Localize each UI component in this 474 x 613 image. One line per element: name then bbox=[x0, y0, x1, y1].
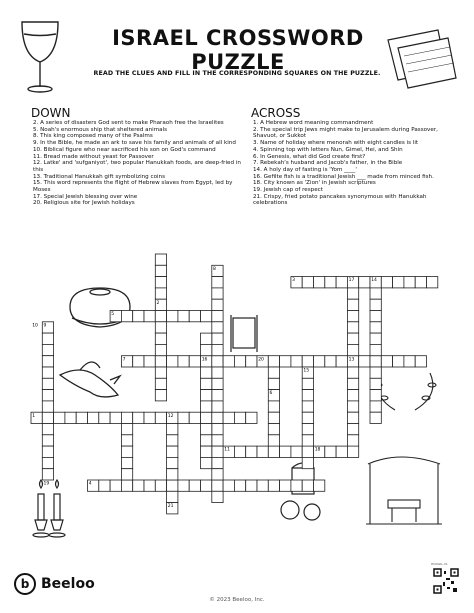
down-clue: 13. Traditional Hanukkah gift symbolizing coins bbox=[33, 173, 166, 180]
down-clue: 15. This word represents the flight of Hebrew slaves from Egypt, led by Moses bbox=[33, 180, 233, 194]
grid-cell[interactable] bbox=[201, 480, 212, 491]
grid-cell[interactable] bbox=[268, 424, 279, 435]
down-clue: 12. Latke' and 'sufganiyot', two popular Hanukkah foods, are deep-fried in this bbox=[33, 160, 241, 173]
grid-cell[interactable] bbox=[201, 435, 212, 446]
grid-cell[interactable] bbox=[99, 480, 110, 491]
grid-cell[interactable] bbox=[347, 401, 358, 412]
grid-cell[interactable] bbox=[246, 480, 257, 491]
grid-cell[interactable] bbox=[370, 367, 381, 378]
grid-cell[interactable] bbox=[201, 457, 212, 468]
grid-cell[interactable] bbox=[347, 299, 358, 310]
grid-number: 4 bbox=[88, 481, 92, 487]
grid-number: 6 bbox=[269, 391, 273, 397]
grid-cell[interactable] bbox=[201, 390, 212, 401]
grid-cell[interactable] bbox=[268, 435, 279, 446]
grid-cell[interactable] bbox=[223, 480, 234, 491]
grid-cell[interactable] bbox=[370, 390, 381, 401]
grid-cell[interactable] bbox=[121, 311, 132, 322]
grid-cell[interactable] bbox=[167, 491, 178, 502]
grid-cell[interactable] bbox=[212, 288, 223, 299]
grid-cell[interactable] bbox=[370, 412, 381, 423]
grid-cell[interactable] bbox=[347, 435, 358, 446]
grid-number: 19 bbox=[43, 481, 50, 487]
grid-cell[interactable] bbox=[144, 311, 155, 322]
grid-cell[interactable] bbox=[133, 311, 144, 322]
grid-cell[interactable] bbox=[201, 424, 212, 435]
grid-cell[interactable] bbox=[370, 299, 381, 310]
grid-cell[interactable] bbox=[212, 311, 223, 322]
grid-cell[interactable] bbox=[201, 333, 212, 344]
grid-cell[interactable] bbox=[234, 356, 245, 367]
grid-cell[interactable] bbox=[347, 288, 358, 299]
grid-cell[interactable] bbox=[167, 457, 178, 468]
grid-cell[interactable] bbox=[212, 412, 223, 423]
grid-cell[interactable] bbox=[302, 390, 313, 401]
grid-cell[interactable] bbox=[121, 446, 132, 457]
brand-logo bbox=[14, 573, 95, 595]
grid-cell[interactable] bbox=[42, 367, 53, 378]
grid-cell[interactable] bbox=[212, 469, 223, 480]
grid-cell[interactable] bbox=[370, 356, 381, 367]
grid-cell[interactable] bbox=[167, 446, 178, 457]
grid-cell[interactable] bbox=[393, 356, 404, 367]
grid-cell[interactable] bbox=[347, 344, 358, 355]
grid-cell[interactable] bbox=[268, 378, 279, 389]
grid-cell[interactable] bbox=[370, 344, 381, 355]
across-clue: 1. A Hebrew word meaning commandment bbox=[253, 120, 374, 126]
grid-cell[interactable] bbox=[212, 424, 223, 435]
grid-cell[interactable] bbox=[415, 277, 426, 288]
grid-number: 8 bbox=[213, 266, 216, 272]
grid-cell[interactable] bbox=[212, 491, 223, 502]
across-clue: 18. City known as 'Zion' in Jewish scriptures bbox=[253, 180, 376, 187]
grid-cell[interactable] bbox=[212, 378, 223, 389]
grid-cell[interactable] bbox=[314, 356, 325, 367]
grid-cell[interactable] bbox=[336, 356, 347, 367]
grid-cell[interactable] bbox=[178, 311, 189, 322]
grid-cell[interactable] bbox=[302, 401, 313, 412]
down-clue: 10. Biblical figure who near sacrificed his son on God's command bbox=[33, 146, 216, 153]
grid-cell[interactable] bbox=[268, 356, 279, 367]
grid-cell[interactable] bbox=[201, 401, 212, 412]
grid-cell[interactable] bbox=[167, 480, 178, 491]
grid-cell[interactable] bbox=[347, 311, 358, 322]
grid-cell[interactable] bbox=[370, 401, 381, 412]
crossword-grid bbox=[31, 254, 438, 514]
grid-cell[interactable] bbox=[370, 288, 381, 299]
grid-cell[interactable] bbox=[404, 356, 415, 367]
grid-cell[interactable] bbox=[302, 378, 313, 389]
grid-cell[interactable] bbox=[167, 311, 178, 322]
grid-cell[interactable] bbox=[359, 277, 370, 288]
grid-cell[interactable] bbox=[302, 412, 313, 423]
across-clue: 2. The special trip Jews might make to Jerusalem during Passover, Shavuot, or Sukkot bbox=[253, 126, 438, 140]
grid-cell[interactable] bbox=[347, 322, 358, 333]
wreath-icon bbox=[374, 373, 436, 410]
grid-cell[interactable] bbox=[144, 412, 155, 423]
grid-cell[interactable] bbox=[167, 424, 178, 435]
sukkah-icon bbox=[366, 457, 442, 524]
grid-number: 1 bbox=[32, 413, 36, 419]
grid-cell[interactable] bbox=[189, 311, 200, 322]
grid-cell[interactable] bbox=[336, 446, 347, 457]
grid-number: 3 bbox=[292, 278, 295, 284]
grid-cell[interactable] bbox=[189, 356, 200, 367]
grid-cell[interactable] bbox=[381, 277, 392, 288]
grid-cell[interactable] bbox=[347, 424, 358, 435]
grid-cell[interactable] bbox=[121, 412, 132, 423]
across-clue: 21. Crispy, fried potato pancakes synonymous with Hanukkah celebrations bbox=[253, 193, 427, 207]
grid-cell[interactable] bbox=[381, 356, 392, 367]
across-clue: 6. In Genesis, what did God create first? bbox=[253, 153, 366, 160]
grid-cell[interactable] bbox=[370, 378, 381, 389]
grid-number: 14 bbox=[371, 278, 377, 284]
grid-cell[interactable] bbox=[347, 390, 358, 401]
grid-cell[interactable] bbox=[155, 390, 166, 401]
grid-number: 17 bbox=[348, 278, 355, 284]
across-clue: 19. Jewish cap of respect bbox=[253, 187, 323, 194]
grid-cell[interactable] bbox=[42, 412, 53, 423]
grid-cell[interactable] bbox=[257, 446, 268, 457]
grid-cell[interactable] bbox=[133, 412, 144, 423]
grid-cell[interactable] bbox=[155, 356, 166, 367]
grid-cell[interactable] bbox=[234, 480, 245, 491]
grid-cell[interactable] bbox=[42, 356, 53, 367]
grid-cell[interactable] bbox=[234, 446, 245, 457]
grid-number: 7 bbox=[122, 357, 126, 363]
grid-cell[interactable] bbox=[302, 446, 313, 457]
grid-cell[interactable] bbox=[212, 401, 223, 412]
grid-cell[interactable] bbox=[42, 378, 53, 389]
grid-number: 16 bbox=[201, 357, 208, 363]
down-clue: 5. Noah's enormous ship that sheltered animals bbox=[33, 126, 168, 133]
matzah-icon bbox=[388, 30, 456, 88]
down-clue: 11. Bread made without yeast for Passover bbox=[33, 153, 154, 160]
grid-cell[interactable] bbox=[88, 412, 99, 423]
qr-code-icon bbox=[433, 568, 459, 594]
across-clue: 3. Name of holiday where menorah with eight candles is lit bbox=[253, 140, 419, 147]
grid-cell[interactable] bbox=[201, 311, 212, 322]
across-clue: 16. Gefilte fish is a traditional Jewish ___ made from minced fish. bbox=[253, 173, 434, 180]
grid-cell[interactable] bbox=[178, 356, 189, 367]
grid-cell[interactable] bbox=[212, 299, 223, 310]
grid-cell[interactable] bbox=[121, 469, 132, 480]
grid-cell[interactable] bbox=[415, 356, 426, 367]
grid-cell[interactable] bbox=[42, 333, 53, 344]
grid-cell[interactable] bbox=[201, 344, 212, 355]
dove-icon bbox=[60, 362, 120, 397]
grid-cell[interactable] bbox=[336, 277, 347, 288]
grid-cell[interactable] bbox=[155, 288, 166, 299]
grid-cell[interactable] bbox=[325, 356, 336, 367]
grid-cell[interactable] bbox=[144, 480, 155, 491]
grid-cell[interactable] bbox=[121, 435, 132, 446]
across-clue: 14. A holy day of fasting is 'Yom ____' bbox=[253, 166, 357, 173]
grid-cell[interactable] bbox=[246, 356, 257, 367]
grid-cell[interactable] bbox=[201, 446, 212, 457]
grid-cell[interactable] bbox=[302, 277, 313, 288]
grid-cell[interactable] bbox=[121, 424, 132, 435]
grid-cell[interactable] bbox=[212, 457, 223, 468]
grid-cell[interactable] bbox=[257, 480, 268, 491]
grid-cell[interactable] bbox=[42, 469, 53, 480]
grid-cell[interactable] bbox=[280, 480, 291, 491]
grid-cell[interactable] bbox=[121, 457, 132, 468]
grid-cell[interactable] bbox=[42, 401, 53, 412]
grid-cell[interactable] bbox=[212, 344, 223, 355]
grid-cell[interactable] bbox=[246, 446, 257, 457]
grid-cell[interactable] bbox=[427, 277, 438, 288]
grid-cell[interactable] bbox=[155, 412, 166, 423]
grid-cell[interactable] bbox=[189, 412, 200, 423]
grid-cell[interactable] bbox=[347, 367, 358, 378]
qr-caption: HOOGIL.YA bbox=[431, 562, 448, 566]
grid-cell[interactable] bbox=[42, 424, 53, 435]
grid-cell[interactable] bbox=[65, 412, 76, 423]
grid-cell[interactable] bbox=[314, 277, 325, 288]
grid-number: 5 bbox=[111, 312, 115, 318]
grid-number: 18 bbox=[314, 447, 321, 453]
grid-cell[interactable] bbox=[302, 480, 313, 491]
grid-cell[interactable] bbox=[144, 356, 155, 367]
grid-cell[interactable] bbox=[212, 333, 223, 344]
grid-cell[interactable] bbox=[212, 367, 223, 378]
grid-cell[interactable] bbox=[110, 480, 121, 491]
grid-cell[interactable] bbox=[155, 333, 166, 344]
grid-cell[interactable] bbox=[42, 390, 53, 401]
beeloo-logo-icon: b bbox=[14, 573, 36, 595]
grid-cell[interactable] bbox=[212, 435, 223, 446]
grid-cell[interactable] bbox=[280, 446, 291, 457]
grid-cell[interactable] bbox=[155, 254, 166, 265]
grid-number: 20 bbox=[258, 357, 264, 363]
grid-cell[interactable] bbox=[325, 446, 336, 457]
across-heading: ACROSS bbox=[251, 106, 301, 120]
grid-cell[interactable] bbox=[212, 446, 223, 457]
grid-number: 11 bbox=[224, 447, 231, 453]
grid-cell[interactable] bbox=[223, 356, 234, 367]
grid-cell[interactable] bbox=[155, 311, 166, 322]
grid-cell[interactable] bbox=[302, 457, 313, 468]
grid-cell[interactable] bbox=[347, 412, 358, 423]
grid-cell[interactable] bbox=[155, 265, 166, 276]
grid-cell[interactable] bbox=[359, 356, 370, 367]
down-clue: 8. This king composed many of the Psalms bbox=[33, 133, 153, 140]
page-title: ISRAEL CROSSWORD PUZZLE bbox=[112, 26, 364, 74]
grid-cell[interactable] bbox=[178, 412, 189, 423]
grid-cell[interactable] bbox=[42, 446, 53, 457]
grid-cell[interactable] bbox=[347, 378, 358, 389]
grid-cell[interactable] bbox=[155, 367, 166, 378]
grid-number: 15 bbox=[303, 368, 310, 374]
grid-cell[interactable] bbox=[42, 344, 53, 355]
grid-cell[interactable] bbox=[268, 446, 279, 457]
across-clue: 7. Rebekah's husband and Jacob's father, in the Bible bbox=[253, 160, 403, 167]
grid-cell[interactable] bbox=[167, 356, 178, 367]
grid-number: 2 bbox=[156, 300, 160, 306]
down-clue: 2. A series of disasters God sent to make Pharaoh free the Israelites bbox=[33, 120, 224, 126]
grid-cell[interactable] bbox=[302, 424, 313, 435]
grid-cell[interactable] bbox=[268, 412, 279, 423]
grid-cell[interactable] bbox=[291, 356, 302, 367]
grid-cell[interactable] bbox=[212, 277, 223, 288]
grid-cell[interactable] bbox=[268, 480, 279, 491]
grid-cell[interactable] bbox=[234, 412, 245, 423]
grid-cell[interactable] bbox=[42, 457, 53, 468]
grid-cell[interactable] bbox=[268, 401, 279, 412]
grid-cell[interactable] bbox=[404, 277, 415, 288]
down-heading: DOWN bbox=[31, 106, 71, 120]
grid-cell[interactable] bbox=[212, 322, 223, 333]
grid-number: 9 bbox=[43, 323, 47, 329]
grid-number: 13 bbox=[348, 357, 355, 363]
grid-cell[interactable] bbox=[99, 412, 110, 423]
grid-cell[interactable] bbox=[201, 367, 212, 378]
across-clue: 4. Spinning top with letters Nun, Gimel, Hei, and Shin bbox=[253, 146, 403, 153]
down-clue: 9. In the Bible, he made an ark to save his family and animals of all kind bbox=[33, 140, 236, 147]
grid-cell[interactable] bbox=[201, 412, 212, 423]
grid-cell[interactable] bbox=[178, 480, 189, 491]
torah-scroll-icon bbox=[231, 315, 257, 352]
grid-cell[interactable] bbox=[121, 480, 132, 491]
grid-cell[interactable] bbox=[155, 344, 166, 355]
grid-cell[interactable] bbox=[302, 435, 313, 446]
grid-number: 12 bbox=[167, 413, 174, 419]
grid-cell[interactable] bbox=[370, 311, 381, 322]
grid-cell[interactable] bbox=[393, 277, 404, 288]
grid-cell[interactable] bbox=[189, 480, 200, 491]
down-clue: 20. Religious site for Jewish holidays bbox=[33, 200, 135, 207]
down-clue: 17. Special Jewish blessing over wine bbox=[33, 193, 138, 200]
grid-cell[interactable] bbox=[110, 412, 121, 423]
grid-number: 10 bbox=[32, 323, 38, 329]
grid-cell[interactable] bbox=[268, 367, 279, 378]
grid-cell[interactable] bbox=[291, 446, 302, 457]
grid-cell[interactable] bbox=[133, 480, 144, 491]
grid-cell[interactable] bbox=[155, 378, 166, 389]
grid-cell[interactable] bbox=[280, 356, 291, 367]
grid-cell[interactable] bbox=[325, 277, 336, 288]
grid-cell[interactable] bbox=[155, 322, 166, 333]
grid-cell[interactable] bbox=[155, 480, 166, 491]
candles-icon bbox=[33, 480, 65, 537]
brand-name: Beeloo bbox=[41, 576, 95, 592]
grid-cell[interactable] bbox=[347, 446, 358, 457]
grid-cell[interactable] bbox=[212, 356, 223, 367]
grid-cell[interactable] bbox=[201, 378, 212, 389]
grid-cell[interactable] bbox=[223, 412, 234, 423]
grid-cell[interactable] bbox=[212, 480, 223, 491]
grid-cell[interactable] bbox=[302, 356, 313, 367]
grid-cell[interactable] bbox=[291, 480, 302, 491]
grid-number: 21 bbox=[167, 504, 174, 510]
grid-cell[interactable] bbox=[370, 333, 381, 344]
wine-glass-icon bbox=[22, 22, 58, 92]
grid-cell[interactable] bbox=[167, 469, 178, 480]
grid-cell[interactable] bbox=[314, 480, 325, 491]
grid-cell[interactable] bbox=[76, 412, 87, 423]
copyright-text: © 2023 Beeloo, Inc. bbox=[209, 597, 265, 603]
grid-cell[interactable] bbox=[246, 412, 257, 423]
grid-cell[interactable] bbox=[54, 412, 65, 423]
grid-cell[interactable] bbox=[42, 435, 53, 446]
grid-cell[interactable] bbox=[155, 277, 166, 288]
grid-cell[interactable] bbox=[370, 322, 381, 333]
grid-cell[interactable] bbox=[212, 390, 223, 401]
grid-cell[interactable] bbox=[347, 333, 358, 344]
grid-cell[interactable] bbox=[167, 435, 178, 446]
instructions: READ THE CLUES AND FILL IN THE CORRESPONDING SQUARES ON THE PUZZLE. bbox=[93, 70, 381, 77]
grid-cell[interactable] bbox=[133, 356, 144, 367]
